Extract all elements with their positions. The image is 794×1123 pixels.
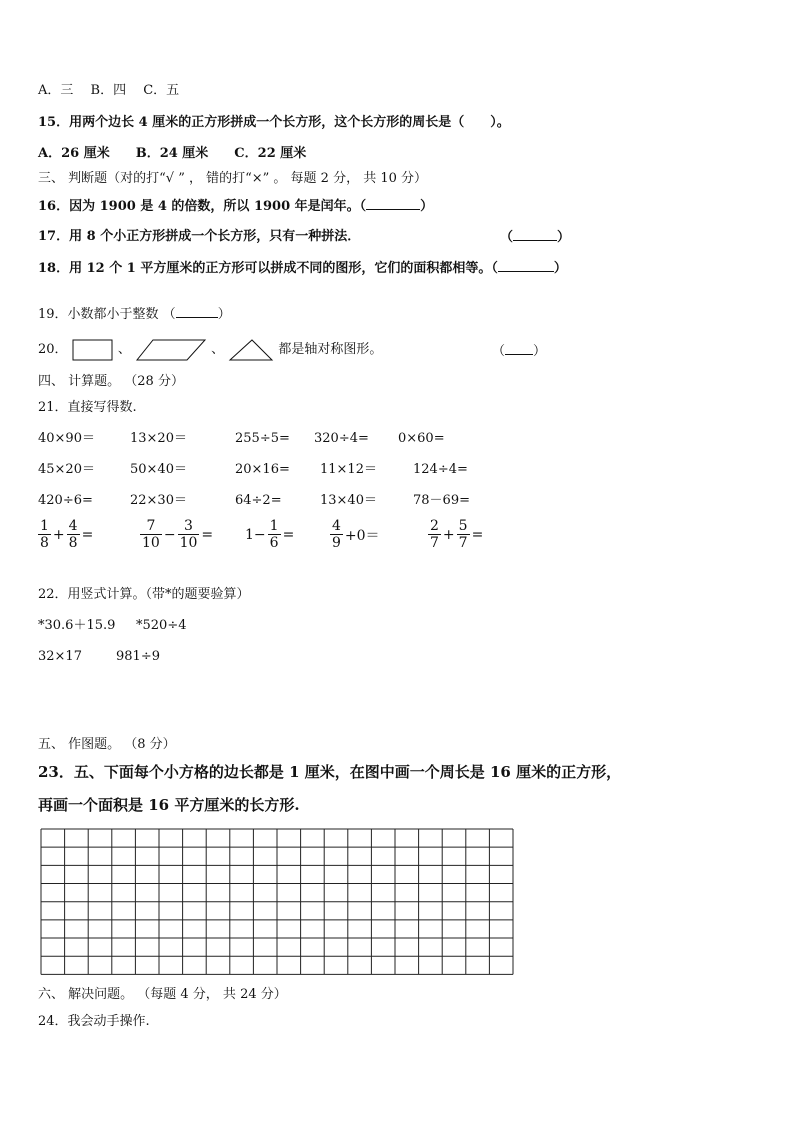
q18-answer-blank[interactable] [498, 259, 554, 272]
calc-item: 255÷5= [235, 431, 290, 446]
parallelogram-shape-icon [135, 338, 207, 362]
q18-close: ） [553, 261, 567, 276]
equals: = [282, 526, 295, 543]
q16-text: 16．因为 1900 是 4 的倍数，所以 1900 年是闰年。（ [38, 199, 367, 214]
triangle-shape-icon [228, 338, 274, 362]
section3-heading: 三、 判断题（对的打“√ ” ， 错的打“×” 。 每题 2 分， 共 10 分） [38, 171, 428, 186]
fraction-expr [330, 518, 382, 551]
fraction: $\frac{5}{7}$ [458, 518, 468, 551]
calc-item: 78－69= [413, 493, 470, 508]
operator: − [163, 526, 176, 543]
q20-close: ） [533, 344, 547, 359]
fraction: $\frac{4}{8}$ [68, 518, 78, 551]
q18-text: 18．用 12 个 1 平方厘米的正方形可以拼成不同的图形，它们的面积都相等。（ [38, 261, 498, 276]
q20-number: 20． [38, 342, 68, 357]
operator: +0＝ [344, 527, 380, 544]
q20-answer-blank[interactable] [505, 342, 533, 355]
section5-heading: 五、 作图题。 （8 分） [38, 737, 176, 752]
operator: + [52, 526, 65, 543]
calc-item: 11×12＝ [320, 462, 377, 477]
calc-item: 40×90＝ [38, 431, 95, 446]
q19-answer-blank[interactable] [176, 305, 218, 318]
vertical-calc-item: 981÷9 [116, 649, 160, 664]
fraction: $\frac{1}{6}$ [269, 518, 279, 551]
calc-item: 420÷6= [38, 493, 93, 508]
fraction-expr [428, 518, 485, 551]
q23-line2: 再画一个面积是 16 平方厘米的长方形. [38, 796, 300, 814]
fraction-expr [140, 518, 215, 551]
fraction: $\frac{7}{10}$ [142, 518, 160, 551]
q20-sep1: 、 [117, 342, 131, 357]
q14-options: A．三 B．四 C．五 [38, 83, 180, 98]
calc-item: 20×16= [235, 462, 290, 477]
fraction: $\frac{1}{8}$ [40, 518, 49, 551]
equals: = [81, 526, 94, 543]
q15-text: 15．用两个边长 4 厘米的正方形拼成一个长方形，这个长方形的周长是（ ）。 [38, 115, 510, 130]
q20 [38, 336, 382, 364]
q15-options: A．26 厘米 B．24 厘米 C．22 厘米 [38, 146, 307, 161]
q19-close: ） [217, 307, 231, 322]
q23-line1: 23．五、下面每个小方格的边长都是 1 厘米，在图中画一个周长是 16 厘米的正方形， [38, 763, 622, 781]
q20-sep2: 、 [211, 342, 225, 357]
section6-heading: 六、 解决问题。 （每题 4 分， 共 24 分） [38, 987, 287, 1002]
q16-answer-blank[interactable] [366, 197, 420, 210]
q24-text: 24．我会动手操作. [38, 1014, 150, 1029]
vertical-calc-item: *520÷4 [136, 618, 187, 633]
q17-answer-blank[interactable] [513, 228, 557, 241]
equals: = [471, 526, 484, 543]
fraction: $\frac{2}{7}$ [430, 518, 439, 551]
calc-item: 13×40＝ [320, 493, 377, 508]
q16 [38, 197, 433, 216]
q17-close: ） [557, 230, 571, 245]
q22-title: 22．用竖式计算。（带*的题要验算） [38, 587, 250, 602]
calc-item: 320÷4= [314, 431, 369, 446]
operator: + [442, 526, 455, 543]
fraction-expr [38, 518, 95, 551]
section4-heading: 四、 计算题。 （28 分） [38, 374, 184, 389]
operator: 1− [245, 526, 266, 543]
q21-title: 21．直接写得数. [38, 400, 137, 415]
fraction: $\frac{3}{10}$ [179, 518, 198, 551]
q20-text: 都是轴对称图形。 [278, 342, 383, 357]
q19-text: 19．小数都小于整数 （ [38, 307, 176, 322]
rectangle-shape-icon [72, 338, 114, 362]
calc-item: 64÷2= [235, 493, 282, 508]
q20-open: （ [492, 344, 506, 359]
vertical-calc-item: 32×17 [38, 649, 82, 664]
q17-open: （ [500, 230, 514, 245]
equals: = [201, 526, 214, 543]
drawing-grid[interactable] [40, 828, 516, 976]
q19 [38, 305, 231, 324]
calc-item: 45×20＝ [38, 462, 95, 477]
calc-item: 50×40＝ [130, 462, 187, 477]
q20-answer [492, 342, 546, 361]
q17-answer [500, 228, 570, 247]
fraction-expr [243, 518, 296, 551]
calc-item: 0×60= [398, 431, 445, 446]
calc-item: 22×30＝ [130, 493, 187, 508]
calc-item: 13×20＝ [130, 431, 187, 446]
fraction: $\frac{4}{9}$ [332, 518, 341, 551]
q16-close: ） [420, 199, 434, 214]
q17-text: 17．用 8 个小正方形拼成一个长方形，只有一种拼法． [38, 229, 361, 244]
vertical-calc-item: *30.6＋15.9 [38, 618, 116, 633]
calc-item: 124÷4= [413, 462, 468, 477]
q17 [38, 228, 360, 246]
q18 [38, 259, 567, 278]
